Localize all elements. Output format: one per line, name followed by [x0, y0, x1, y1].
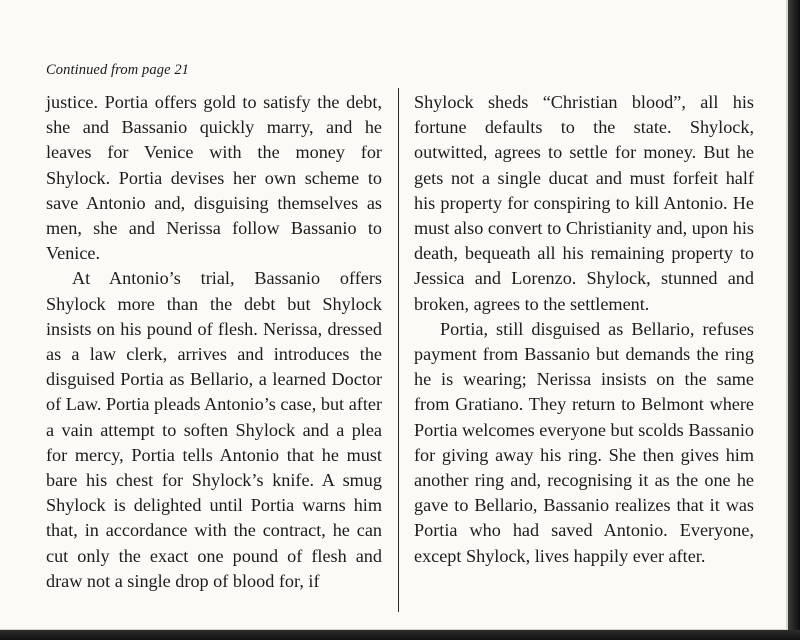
column-divider [398, 88, 399, 612]
scan-border-right [788, 0, 800, 640]
left-text-column [46, 90, 382, 594]
right-paragraph-2: Portia, still disguised as Bellario, refuses payment from Bassanio but demands the ring he is wearing; Nerissa insists on the same from Gratiano. They return to Belmont where Portia welcomes everyone but scolds Bassanio for giving away his ring. She then gives him another ring and, recognising it as the one he gave to Bellario, Bassanio realizes that it was Portia who had saved Antonio. Everyone, except Shylock, lives happily ever after. [414, 318, 754, 566]
left-paragraph-2: At Antonio’s trial, Bassanio offers Shylock more than the debt but Shylock insists on his pound of flesh. Nerissa, dressed as a law clerk, arrives and introduces the disguised Portia as Bellario, a learned Doctor of Law. Portia pleads Antonio’s case, but after a vain attempt to soften Shylock and a plea for mercy, Portia tells Antonio that he must bare his chest for Shylock’s knife. A smug Shylock is delighted until Portia warns him that, in accordance with the contract, he can cut only the exact one pound of flesh and draw not a single drop of blood for, if [46, 268, 382, 591]
left-paragraph-1: justice. Portia offers gold to satisfy the debt, she and Bassanio quickly marry, and he leaves for Venice with the money for Shylock. Portia devises her own scheme to save Antonio and, disguising themselves as men, she and Nerissa follow Bassanio to Venice. [46, 92, 382, 264]
continued-from-header: Continued from page 21 [46, 62, 190, 78]
right-paragraph-1: Shylock sheds “Christian blood”, all his fortune defaults to the state. Shylock, outwitted, agrees to settle for money. But he gets not a single ducat and must forfeit half his property for conspiring to kill Antonio. He must also convert to Christianity and, upon his death, bequeath all his remaining property to Jessica and Lorenzo. Shylock, stunned and broken, agrees to the settlement. [414, 92, 754, 314]
scan-border-bottom [0, 630, 800, 640]
right-text-column [414, 90, 754, 569]
